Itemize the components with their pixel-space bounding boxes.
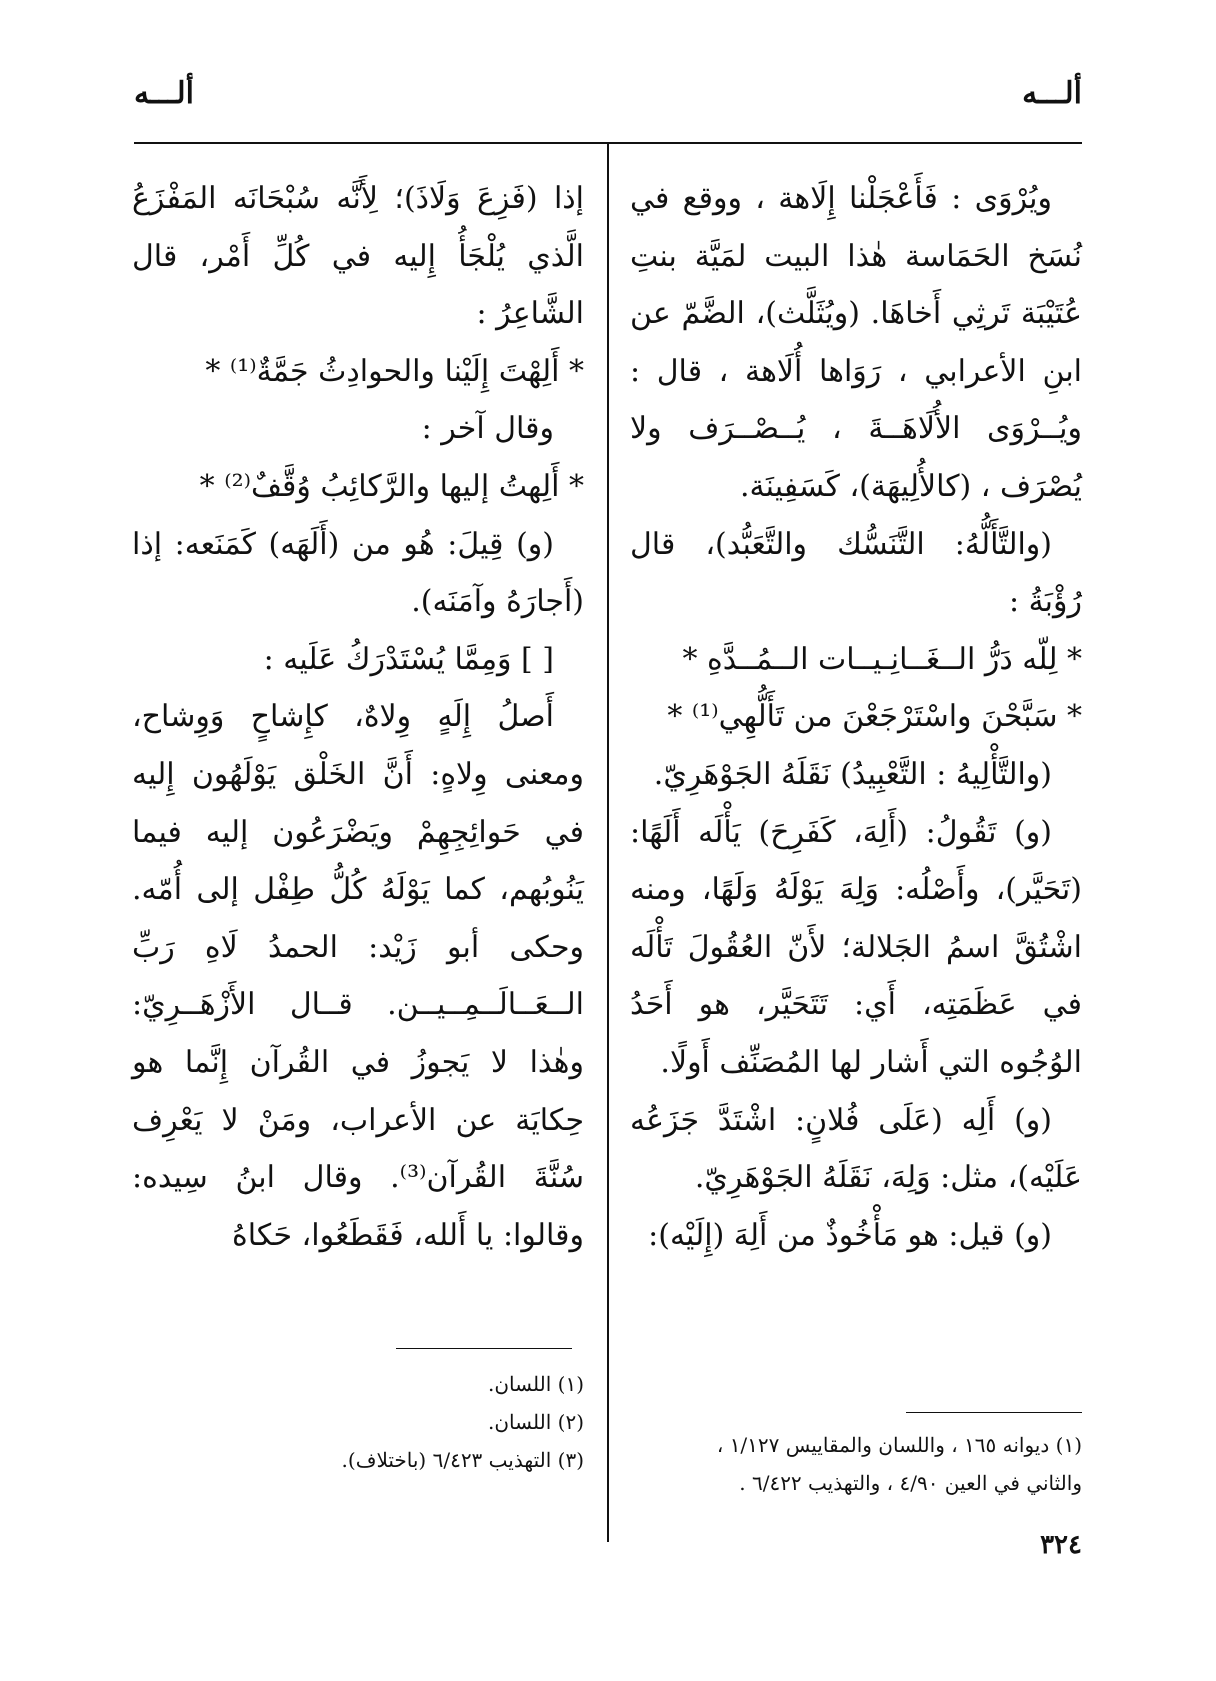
paragraph: (و) قيل: هو مَأْخُوذٌ من أَلِهَ (إِلَيْه): <box>648 1217 1052 1253</box>
paragraph: (والتَّأَلُّهُ: التَّنَسُّك والتَّعَبُّد)، قال رُؤْبَةُ : <box>630 526 1082 620</box>
verse-line: * لِلّه دَرُّ الــغَــانِـيــات الــمُــدَّهِ * <box>682 641 1082 677</box>
paragraph: وقال آخر : <box>421 411 554 447</box>
paragraph: أَصلُ إِلَهٍ وِلاهٌ، كإِشاحٍ وَوِشاح، ومعنى وِلاهٍ: أَنَّ الخَلْق يَوْلَهُون إِليه في حَوائِجِهِمْ ويَضْرَعُون إليه فيما يَنُوبُهم، كما يَوْلَهُ كُلُّ طِفْل إلى أُمّه. وحكى أبو زَيْد: الحمدُ لَاهِ رَبِّ الــعَــالَــمِــيــن. قــال الأَزْهَــرِيّ: وهٰذا لا يَجوزُ في القُرآن إِنَّما هو حِكايَة عن الأعراب، ومَنْ لا يَعْرِف سُنَّةَ القُرآن⁽³⁾. وقال ابنُ سِيده: وقالوا: يا أَلله، فَقَطَعُوا، حَكاهُ <box>132 699 585 1253</box>
footnote-rule-right <box>906 1412 1082 1413</box>
footnote: والثاني في العين ٤/٩٠ ، والتهذيب ٦/٤٢٢ . <box>739 1471 1082 1495</box>
page-number: ٣٢٤ <box>1040 1530 1082 1560</box>
left-column <box>132 170 584 1264</box>
column-divider <box>607 142 609 1542</box>
footnote-rule-left <box>396 1348 572 1349</box>
running-head-right: ألـــه <box>1022 76 1082 111</box>
footnote: (١) ديوانه ١٦٥ ، واللسان والمقاييس ١/١٢٧ ، <box>716 1433 1082 1457</box>
footnote: (٣) التهذيب ٦/٤٢٣ (باختلاف). <box>341 1448 584 1472</box>
footnotes-right <box>630 1426 1082 1502</box>
paragraph: (و) تَقُولُ: (أَلِهَ، كَفَرِحَ) يَأْلَه أَلَهًا: (تَحَيَّر)، وأَصْلُه: وَلِهَ يَوْلَهُ وَلَهًا، ومنه اشْتُقَّ اسمُ الجَلالة؛ لأَنّ العُقُولَ تَأْلَه في عَظَمَتِه، أَي: تَتَحَيَّر، هو أَحَدُ الوُجُوه التي أَشار لها المُصَنِّف أَولًا. <box>630 814 1082 1080</box>
paragraph: (والتَّأْلِيهُ : التَّعْبِيدُ) نَقَلَهُ الجَوْهَرِيّ. <box>653 756 1052 792</box>
paragraph: (و) قِيلَ: هُو من (أَلَهَه) كَمَنَعه: إذا (أَجارَهُ وآمَنَه). <box>132 526 584 620</box>
paragraph: (و) أَلِه (عَلَى فُلانٍ: اشْتَدَّ جَزَعُه عَلَيْه)، مثل: وَلِهَ، نَقَلَهُ الجَوْهَرِيّ. <box>630 1102 1082 1196</box>
verse-line: * أَلِهْتَ إِلَيْنا والحوادِثُ جَمَّةٌ⁽¹⁾ * <box>205 353 584 389</box>
verse-line: * سَبَّحْنَ واسْتَرْجَعْنَ من تَأَلُّهِي⁽¹⁾ * <box>667 699 1082 735</box>
footnote: (١) اللسان. <box>488 1372 584 1396</box>
footnotes-left <box>132 1365 584 1479</box>
right-column <box>630 170 1082 1264</box>
verse-line: * أَلِهتُ إليها والرَّكائِبُ وُقَّفٌ⁽²⁾ * <box>199 468 584 504</box>
paragraph: ويُرْوَى : فَأَعْجَلْنا إِلَاهة ، ووقع في نُسَخ الحَمَاسة هٰذا البيت لمَيَّة بنتِ عُتَيْبَة تَرثِي أَخاهَا. (ويُثَلَّث)، الضَّمّ عن ابنِ الأعرابي ، رَوَاها أُلَاهة ، قال : ويُــرْوَى الأُلَاهَــةَ ، يُــصْــرَف ولا يُصْرَف ، (كالأُلِيهَة)، كَسَفِينَة. <box>630 181 1082 504</box>
paragraph: إذا (فَزِعَ وَلَاذَ)؛ لِأَنَّه سُبْحَانَه المَفْزَعُ الَّذي يُلْجَأُ إِليه في كُلِّ أَمْر، قال الشَّاعِرُ : <box>132 181 584 332</box>
paragraph: [ ] وَمِمَّا يُسْتَدْرَكُ عَلَيه : <box>263 641 554 677</box>
running-head-left: ألـــه <box>134 76 194 111</box>
footnote: (٢) اللسان. <box>488 1410 584 1434</box>
